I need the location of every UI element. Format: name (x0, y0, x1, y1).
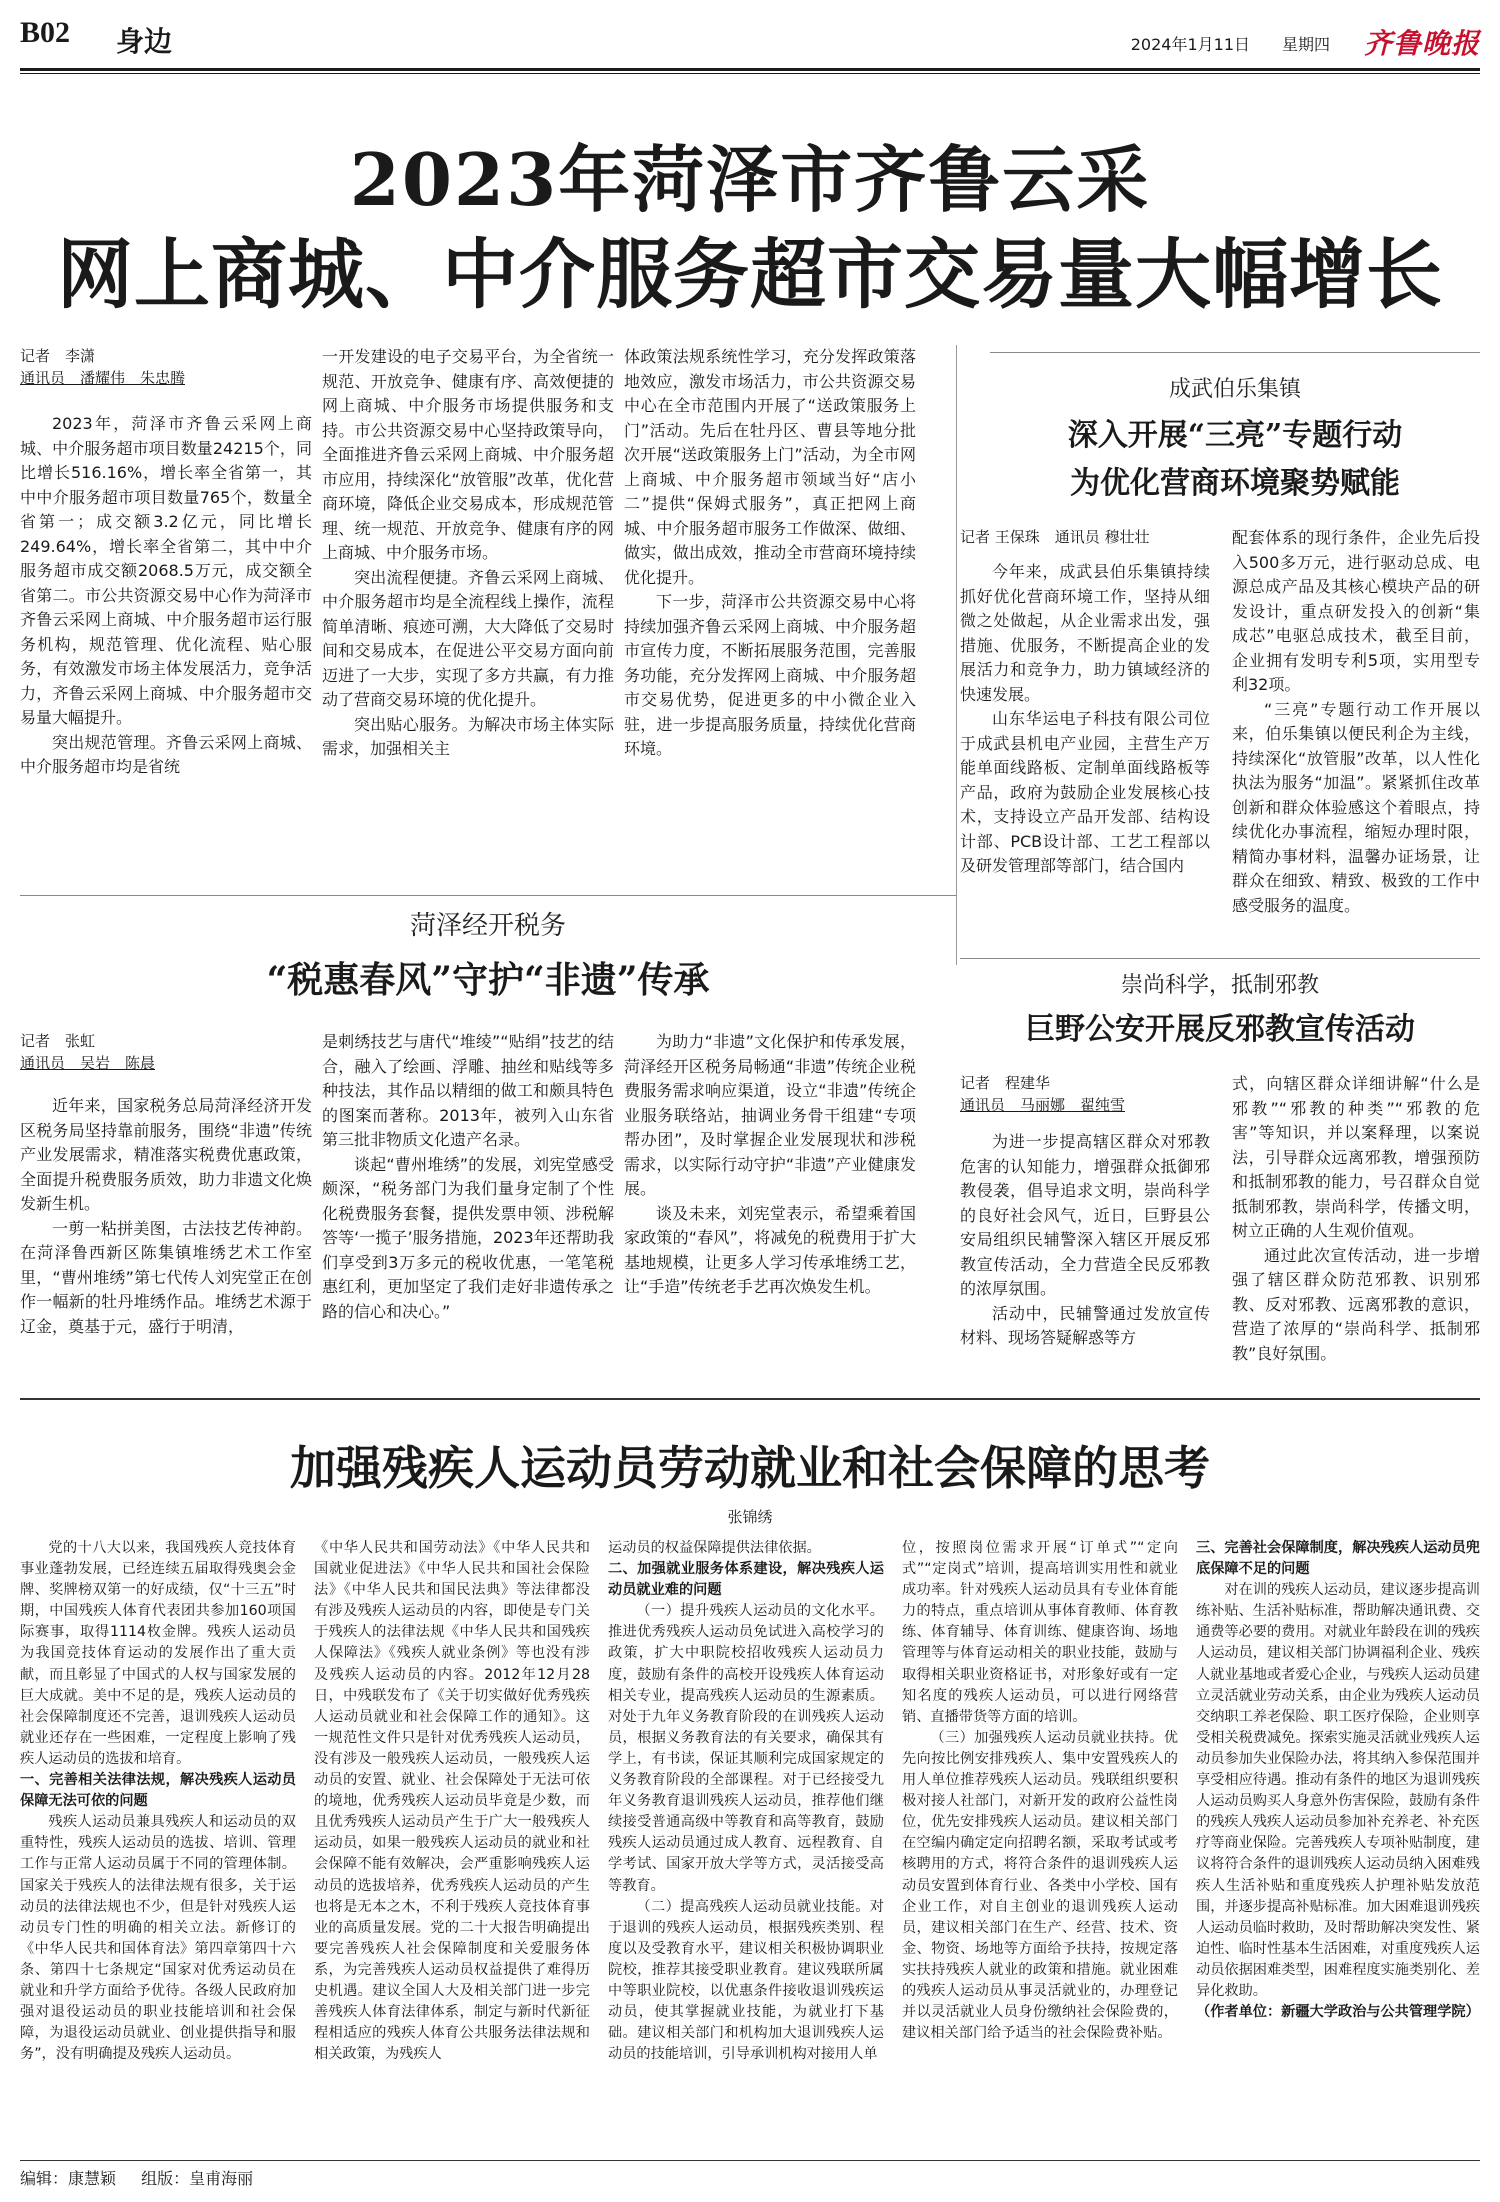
article5-paragraph: （三）加强残疾人运动员就业扶持。优先向按比例安排残疾人、集中安置残疾人的用人单位推荐残疾人运动员。残联组织要积极对接人社部门，对新开发的政府公益性岗位，优先安排残疾人运动员。建议相关部门在空编内确定定向招聘名额，采取考试或考核聘用的方式，将符合条件的退训残疾人运动员安置到体育行业、各类中小学校、国有企业工作，对自主创业的退训残疾人运动员，建议相关部门在生产、经营、技术、资金、物资、场地等方面给予扶持，按规定落实扶持残疾人就业的政策和措施。就业困难的残疾人运动员从事灵活就业的，办理登记并以灵活就业人员身份缴纳社会保险费的，建议相关部门给予适当的社会保险费补贴。 (902, 1729, 1178, 2042)
article2-column-1 (960, 560, 1210, 960)
article1-paragraph: 突出贴心服务。为解决市场主体实际需求，加强相关主 (322, 714, 614, 758)
article1-paragraph: 突出流程便捷。齐鲁云采网上商城、中介服务超市均是全流程线上操作，流程简单清晰、痕迹可溯，大大降低了交易时间和交易成本，在促进公平交易方面向前迈进了一大步，实现了多方共赢，有力推动了营商交易环境的优化提升。 (322, 567, 614, 709)
article5-column-2 (314, 1538, 590, 2158)
article4-byline (960, 1072, 1220, 1116)
article5-column-3 (608, 1538, 884, 2158)
article1-reporter: 记者 李潇 (20, 347, 96, 365)
section-rule (20, 1398, 1480, 1400)
article3-paragraph: 为助力“非遗”文化保护和传承发展，菏泽经开区税务局畅通“非遗”传统企业税费服务需求响应渠道，设立“非遗”传统企业服务联络站，抽调业务骨干组建“专项帮办团”，及时掌握企业发展现状和涉税需求，以实际行动守护“非遗”产业健康发展。 (624, 1032, 916, 1198)
article5-paragraph: 残疾人运动员兼具残疾人和运动员的双重特性，残疾人运动员的选拔、培训、管理工作与正常人运动员属于不同的管理体制。国家关于残疾人的法律法规有很多，关于运动员的法律法规也不少，但是针对残疾人运动员专门性的明确的相关立法。新修订的《中华人民共和国体育法》第四章第四十六条、第四十七条规定“国家对优秀运动员在就业和升学方面给予优待。各级人民政府加强对退役运动员的职业技能培训和社会保障，为退役运动员就业、创业提供指导和服务”，没有明确提及残疾人运动员。 (20, 1814, 296, 2063)
article1-correspondent: 通讯员 潘耀伟 朱忠腾 (20, 369, 186, 387)
article3-byline (20, 1030, 300, 1074)
page-footer (20, 2166, 273, 2189)
article2-top-rule (990, 352, 1480, 353)
article3-paragraph: 谈起“曹州堆绣”的发展，刘宪堂感受颇深，“税务部门为我们量身定制了个性化税费服务套餐，提供发票申领、涉税解答等‘一揽子’服务措施，2023年还帮助我们享受到3万多元的税收优惠，一笔笔税惠红利，更加坚定了我们走好非遗传承之路的信心和决心。” (322, 1154, 614, 1321)
article4-title: 巨野公安开展反邪教宣传活动 (1025, 1012, 1415, 1047)
article1-paragraph: 一开发建设的电子交易平台，为全省统一规范、开放竞争、健康有序、高效便捷的网上商城、中介服务市场提供服务和支持。市公共资源交易中心坚持政策导向，全面推进齐鲁云采网上商城、中介服务超市应用，持续深化“放管服”改革，优化营商环境，降低企业交易成本，形成规范管理、统一规范、开放竞争、健康有序的网上商城、中介服务市场。 (322, 347, 614, 562)
article3-paragraph: 一剪一粘拼美图，古法技艺传神韵。在菏泽鲁西新区陈集镇堆绣艺术工作室里，“曹州堆绣”第七代传人刘宪堂正在创作一幅新的牡丹堆绣作品。堆绣艺术源于辽金，奠基于元，盛行于明清， (20, 1218, 312, 1336)
article2-paragraph: 山东华运电子科技有限公司位于成武县机电产业园，主营生产万能单面线路板、定制单面线路板等产品，政府为鼓励企业发展核心技术，支持设立产品开发部、结构设计部、PCB设计部、工艺工程部以及研发管理部等部门，结合国内 (960, 709, 1210, 875)
article3-column-1 (20, 1094, 312, 1384)
article4-paragraph: 通过此次宣传活动，进一步增强了辖区群众防范邪教、识别邪教、反对邪教、远离邪教的意识，营造了浓厚的“崇尚科学、抵制邪教”良好氛围。 (1232, 1245, 1480, 1363)
article1-paragraph: 体政策法规系统性学习，充分发挥政策落地效应，激发市场活力，市公共资源交易中心在全市范围内开展了“送政策服务上门”活动。先后在牡丹区、曹县等地分批次开展“送政策服务上门”活动，为全市网上商城、中介服务超市领域当好“店小二”提供“保姆式服务”，真正把网上商城、中介服务超市服务工作做深、做细、做实，做出成效，推动全市营商环境持续优化提升。 (624, 347, 916, 587)
section-rule (960, 958, 1480, 959)
article5-paragraph: 《中华人民共和国劳动法》《中华人民共和国就业促进法》《中华人民共和国社会保险法》《中华人民共和国民法典》等法律都没有涉及残疾人运动员的内容，即使是专门关于残疾人的法律法规《中华人民共和国残疾人保障法》《残疾人就业条例》等也没有涉及残疾人运动员的内容。2012年12月28日，中残联发布了《关于切实做好优秀残疾人运动员就业和社会保障工作的通知》。这一规范性文件只是针对优秀残疾人运动员，没有涉及一般残疾人运动员，一般残疾人运动员的安置、就业、社会保障处于无法可依的境地，优秀残疾人运动员毕竟是少数，而且优秀残疾人运动员产生于广大一般残疾人运动员，如果一般残疾人运动员的就业和社会保障不能有效解决，会严重影响残疾人运动员的选拔培养，优秀残疾人运动员的产生也将是无本之木，不利于残疾人竞技体育事业的高质量发展。党的二十大报告明确提出要完善残疾人社会保障制度和关爱服务体系，为完善残疾人运动员权益提供了难得历史机遇。建议全国人大及相关部门进一步完善残疾人体育法律体系，制定与新时代新征程相适应的残疾人体育公共服务法律法规和相关政策，为残疾人 (314, 1540, 590, 2063)
article4-correspondent: 通讯员 马丽娜 翟纯雪 (960, 1096, 1126, 1114)
article4-column-2 (1232, 1072, 1480, 1390)
article3-kicker: 菏泽经开税务 (409, 911, 566, 941)
article1-column-3 (624, 345, 916, 875)
article5-heading: 三、完善社会保障制度，解决残疾人运动员兜底保障不足的问题 (1196, 1540, 1480, 1578)
article5-paragraph: 位，按照岗位需求开展“订单式”“定向式”“定岗式”培训，提高培训实用性和就业成功率。针对残疾人运动员具有专业体育能力的特点，重点培训从事体育教师、体育教练、体育辅导、体育训练、健康咨询、场地管理等与体育运动相关的职业技能，鼓励与取得相关职业资格证书，对形象好或有一定知名度的残疾人运动员，可以进行网络营销、直播带货等方面的培训。 (902, 1540, 1178, 1725)
article5-paragraph: （一）提升残疾人运动员的文化水平。推进优秀残疾人运动员免试进入高校学习的政策，扩大中职院校招收残疾人运动员力度，鼓励有条件的高校开设残疾人体育运动相关专业，提高残疾人运动员的生源素质。对处于九年义务教育阶段的在训残疾人运动员，根据义务教育法的有关要求，确保其有学上，有书读，保证其顺利完成国家规定的义务教育阶段的全部课程。对于已经接受九年义务教育退训残疾人运动员，推荐他们继续接受普通高级中等教育和高等教育，鼓励残疾人运动员通过成人教育、远程教育、自学考试、国家开放大学等方式，灵活接受高等教育。 (608, 1603, 884, 1894)
article1-title-line2: 网上商城、中介服务超市交易量大幅增长 (57, 230, 1443, 319)
article3-reporter: 记者 张虹 (20, 1032, 96, 1050)
footer-layout: 组版：皇甫海丽 (141, 2169, 254, 2188)
article1-column-1 (20, 412, 312, 882)
article5-author-affiliation: （作者单位：新疆大学政治与公共管理学院） (1196, 2004, 1480, 2021)
article4-paragraph: 为进一步提高辖区群众对邪教危害的认知能力，增强群众抵御邪教侵袭，倡导追求文明，崇尚科学的良好社会风气，近日，巨野县公安局组织民辅警深入辖区开展反邪教宣传活动，全力营造全民反邪教的浓厚氛围。 (960, 1132, 1210, 1298)
article2-kicker: 成武伯乐集镇 (1168, 377, 1301, 402)
article3-paragraph: 谈及未来，刘宪堂表示，希望乘着国家政策的“春风”，将减免的税费用于扩大基地规模，让更多人学习传承堆绣工艺，让“手造”传统老手艺再次焕发生机。 (624, 1203, 916, 1296)
newspaper-logo: 齐鲁晚报 (1363, 27, 1480, 60)
article3-paragraph: 是刺绣技艺与唐代“堆绫”“贴绢”技艺的结合，融入了绘画、浮雕、抽丝和贴线等多种技法，其作品以精细的做工和颇具特色的图案而著称。2013年，被列入山东省第三批非物质文化遗产名录。 (322, 1032, 614, 1149)
article2-title-line2: 为优化营商环境聚势赋能 (1070, 466, 1400, 501)
article5-title: 加强残疾人运动员劳动就业和社会保障的思考 (290, 1441, 1210, 1495)
article5-paragraph: （二）提高残疾人运动员就业技能。对于退训的残疾人运动员，根据残疾类别、程度以及受教育水平，建议相关积极协调职业院校，推荐其接受职业教育。建议残联所属中等职业院校，以优惠条件接收退训残疾运动员，使其掌握就业技能，为就业打下基础。建议相关部门和机构加大退训残疾人运动员的技能培训，引导承训机构对接用人单 (608, 1898, 884, 2063)
article4-paragraph: 活动中，民辅警通过发放宣传材料、现场答疑解惑等方 (960, 1303, 1210, 1347)
article5-author: 张锦绣 (727, 1508, 773, 1526)
article4-column-1 (960, 1130, 1210, 1390)
header-rule (20, 68, 1480, 71)
article3-column-3 (624, 1030, 916, 1384)
article2-paragraph: “三亮”专题行动工作开展以来，伯乐集镇以便民利企为主线，持续深化“放管服”改革，以人性化执法为服务“加温”。紧紧抓住改革创新和群众体验感这个着眼点，持续优化办事流程，缩短办理时限，精简办事材料，温馨办证场景，让群众在细致、精致、极致的工作中感受服务的温度。 (1232, 699, 1480, 915)
article2-paragraph: 今年来，成武县伯乐集镇持续抓好优化营商环境工作，坚持从细微之处做起，从企业需求出发，强措施、优服务，不断提高企业的发展活力和竞争力，助力镇域经济的快速发展。 (960, 562, 1210, 704)
article2-column-2 (1232, 526, 1480, 961)
article1-paragraph: 2023年，菏泽市齐鲁云采网上商城、中介服务超市项目数量24215个，同比增长516.16%，增长率全省第一，其中中介服务超市项目数量765个，数量全省第一；成交额3.2亿元，同比增长249.64%，增长率全省第二，其中中介服务超市成交额2068.5万元，成交额全省第二。市公共资源交易中心作为菏泽市齐鲁云采网上商城、中介服务超市运行服务机构，规范管理、优化流程、贴心服务，有效激发市场主体发展活力，竞争活力，齐鲁云采网上商城、中介服务超市交易量大幅提升。 (20, 414, 312, 727)
article1-paragraph: 下一步，菏泽市公共资源交易中心将持续加强齐鲁云采网上商城、中介服务超市宣传力度，不断拓展服务范围，完善服务功能，充分发挥网上商城、中介服务超市交易优势，促进更多的中小微企业入驻，进一步提高服务质量，持续优化营商环境。 (624, 592, 916, 758)
article4-kicker: 崇尚科学，抵制邪教 (1120, 973, 1319, 998)
article4-reporter: 记者 程建华 (960, 1074, 1051, 1092)
footer-rule (20, 2160, 1480, 2161)
article5-paragraph: 党的十八大以来，我国残疾人竞技体育事业蓬勃发展，已经连续五届取得残奥会金牌、奖牌榜双第一的好成绩，仅“十三五”时期，中国残疾人体育代表团共参加160项国际赛事，取得1114枚金牌。残疾人运动员为我国竞技体育运动的发展作出了重大贡献，而且彰显了中国式的人权与国家发展的巨大成就。美中不足的是，残疾人运动员的社会保障制度还不完善，退训残疾人运动员就业还存在一些困难，一定程度上影响了残疾人运动员的选拔和培育。 (20, 1540, 296, 1767)
issue-date: 2024年1月11日 (1130, 35, 1250, 54)
page-header (20, 8, 1480, 68)
page-number: B02 (20, 16, 71, 49)
article2-paragraph: 配套体系的现行条件，企业先后投入500多万元，进行驱动总成、电源总成产品及其核心模块产品的研发设计，重点研发投入的创新“集成芯”电驱总成技术，截至目前，企业拥有发明专利5项，实用型专利32项。 (1232, 528, 1480, 694)
article5-paragraph: 运动员的权益保障提供法律依据。 (608, 1540, 821, 1556)
section-name: 身边 (116, 25, 173, 58)
article1-byline (20, 345, 300, 389)
section-rule (20, 895, 956, 896)
article3-correspondent: 通讯员 吴岩 陈晨 (20, 1054, 156, 1072)
article5-column-4 (902, 1538, 1178, 2158)
header-rule-thin (20, 73, 1480, 74)
article1-column-2 (322, 345, 614, 875)
article4-paragraph: 式，向辖区群众详细讲解“什么是邪教”“邪教的种类”“邪教的危害”等知识，并以案释理，以案说法，引导群众远离邪教，增强预防和抵制邪教的能力，号召群众自觉抵制邪教，崇尚科学，传播文明，树立正确的人生观价值观。 (1232, 1074, 1480, 1240)
article5-heading: 一、完善相关法律法规，解决残疾人运动员保障无法可依的问题 (20, 1772, 296, 1810)
article1-title-line1: 2023年菏泽市齐鲁云采 (349, 137, 1151, 222)
article5-column-1 (20, 1538, 296, 2158)
article3-column-2 (322, 1030, 614, 1384)
article3-paragraph: 近年来，国家税务总局菏泽经济开发区税务局坚持靠前服务，围绕“非遗”传统产业发展需求，精准落实税费优惠政策，全面提升税费服务质效，助力非遗文化焕发新生机。 (20, 1096, 312, 1213)
article5-column-5 (1196, 1538, 1480, 2158)
article1-paragraph: 突出规范管理。齐鲁云采网上商城、中介服务超市均是省统 (20, 732, 312, 776)
article5-heading: 二、加强就业服务体系建设，解决残疾人运动员就业难的问题 (608, 1561, 884, 1599)
article5-paragraph: 对在训的残疾人运动员，建议逐步提高训练补贴、生活补贴标准，帮助解决通讯费、交通费等必要的费用。对就业年龄段在训的残疾人运动员，建议相关部门协调福利企业、残疾人就业基地或者爱心企业，与残疾人运动员建立灵活就业劳动关系，由企业为残疾人运动员交纳职工养老保险、职工医疗保险，企业则享受相关税费减免。探索实施灵活就业残疾人运动员参加失业保险办法，将其纳入参保范围并享受相应待遇。推动有条件的地区为退训残疾人运动员购买人身意外伤害保险，鼓励有条件的残疾人残疾人运动员参加补充养老、补充医疗等商业保险。完善残疾人专项补贴制度，建议将符合条件的退训残疾人运动员纳入困难残疾人生活补贴和重度残疾人护理补贴发放范围，并逐步提高补贴标准。加大困难退训残疾人运动员临时救助，及时帮助解决突发性、紧迫性、临时性基本生活困难，对重度残疾人运动员依据困难类型，困难程度实施类别化、差异化救助。 (1196, 1582, 1480, 1999)
article2-title-line1: 深入开展“三亮”专题行动 (1067, 418, 1403, 453)
article2-byline: 记者 王保珠 通讯员 穆壮壮 (960, 528, 1150, 546)
footer-editor: 编辑：康慧颖 (20, 2169, 117, 2188)
article3-title: “税惠春风”守护“非遗”传承 (266, 959, 710, 1001)
column-divider (956, 345, 957, 965)
issue-weekday: 星期四 (1281, 35, 1330, 54)
